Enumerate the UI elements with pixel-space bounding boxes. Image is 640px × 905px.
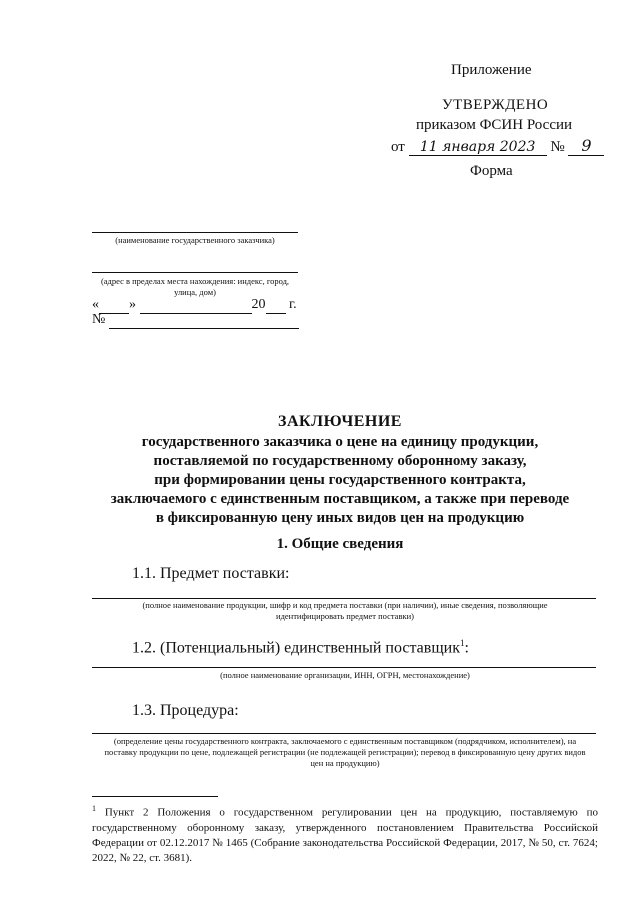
order-number-handwritten: 9 [568, 136, 604, 156]
footnote-separator [92, 796, 218, 797]
order-date-line [391, 136, 604, 156]
order-date-handwritten: 11 января 2023 [409, 139, 547, 156]
item-1-3-caption: (определение цены государственного контракта, заключаемого с единственным поставщиком (подрядчиком, исполнителем), на поставку продукции по цене, подлежащей регистрации (не подлежащей регистрации); перевод в фиксированную цену других видов цен на продукцию) [104, 736, 586, 768]
footnote-ref: 1 [460, 638, 465, 648]
item-1-2-line [92, 667, 596, 668]
title-line: государственного заказчика о цене на единицу продукции, [141, 434, 539, 450]
item-1-2-text: 1.2. (Потенциальный) единственный поставщик [132, 639, 460, 657]
customer-caption: (наименование государственного заказчика) [115, 235, 275, 245]
item-1-2-caption: (полное наименование организации, ИНН, ОГРН, местонахождение) [220, 670, 470, 680]
title-main: ЗАКЛЮЧЕНИЕ [278, 413, 402, 430]
address-line [92, 272, 298, 273]
item-1-2-label [132, 638, 469, 657]
footnote [92, 801, 598, 866]
customer-line [92, 232, 298, 233]
year-prefix: 20 [251, 297, 266, 312]
section-heading: 1. Общие сведения [276, 536, 404, 552]
quote-close: » [129, 297, 136, 312]
address-caption: (адрес в пределах места нахождения: индекс, город, улица, дом) [100, 276, 290, 297]
number-prefix: № [550, 139, 565, 155]
item-1-3-label: 1.3. Процедура: [132, 702, 239, 719]
appendix-label: Приложение [451, 62, 532, 78]
order-label: приказом ФСИН России [416, 117, 573, 133]
form-label: Форма [470, 163, 513, 179]
title-line: заключаемого с единственным поставщиком, а также при переводе [110, 491, 570, 507]
document-title [60, 412, 620, 528]
item-1-1-caption: (полное наименование продукции, шифр и код предмета поставки (при наличии), иные сведения, позволяющие идентифицировать предмет поставки) [142, 600, 548, 621]
title-line: в фиксированную цену иных видов цен на продукцию [155, 510, 525, 526]
footnote-text: Пункт 2 Положения о государственном регулировании цен на продукцию, поставляемую по государственному оборонному заказу, утвержденного постановлением Правительства Российской Федерации от 02.12.2017 № 1465 (Собрание законодательства Российской Федерации, 2017, № 50, ст. 7624; 2022, № 22, ст. 3681). [92, 806, 599, 864]
item-1-1-label: 1.1. Предмет поставки: [132, 565, 290, 582]
item-1-1-line [92, 598, 596, 599]
quote-open: « [92, 297, 99, 312]
from-prefix: от [391, 139, 405, 155]
title-line: поставляемой по государственному оборонному заказу, [153, 453, 527, 469]
item-1-2-colon: : [464, 639, 469, 657]
number-sign: № [92, 312, 106, 327]
number-fill-line [92, 312, 299, 329]
footnote-mark: 1 [92, 804, 96, 813]
title-line: при формировании цены государственного контракта, [154, 472, 526, 488]
item-1-3-line [92, 733, 596, 734]
approved-label: УТВЕРЖДЕНО [442, 97, 549, 113]
year-suffix: г. [289, 297, 297, 312]
